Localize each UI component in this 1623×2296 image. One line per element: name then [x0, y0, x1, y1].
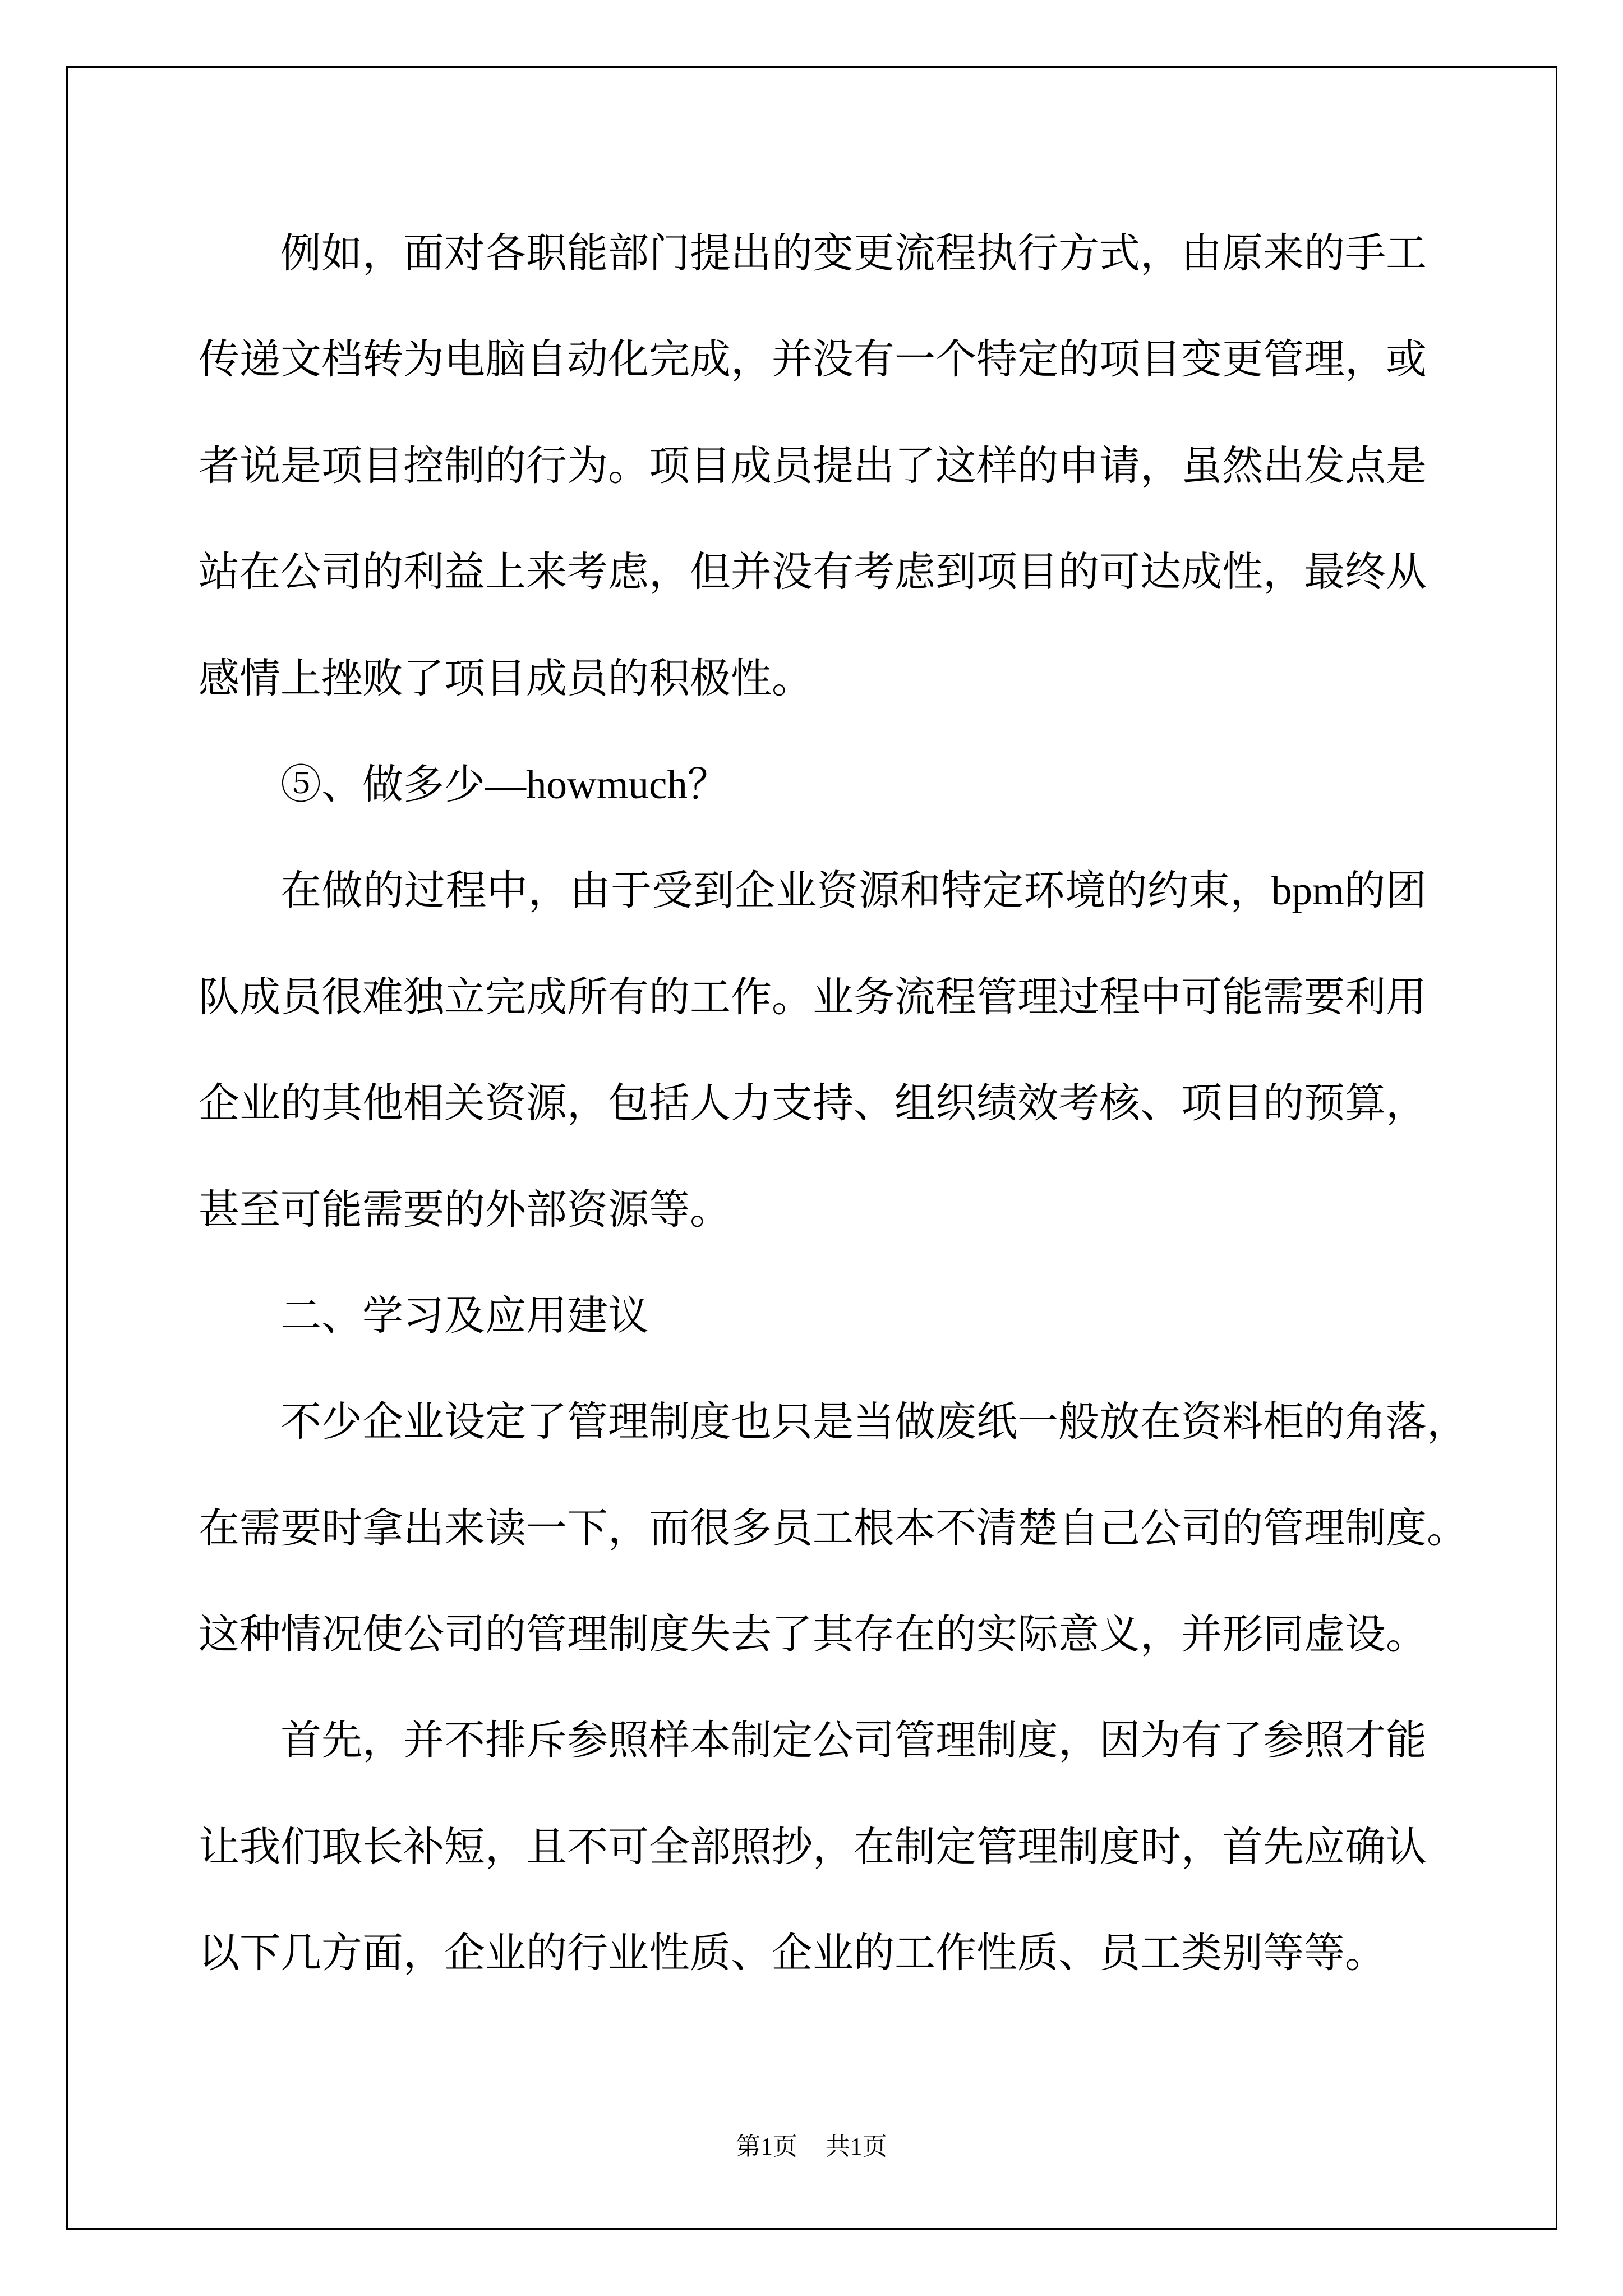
- text-line: 让我们取长补短，且不可全部照抄，在制定管理制度时，首先应确认: [199, 1824, 1427, 1870]
- text-line: 首先，并不排斥参照样本制定公司管理制度，因为有了参照才能: [280, 1718, 1427, 1764]
- text-line: 在做的过程中，由于受到企业资源和特定环境的约束，bpm的团: [280, 868, 1427, 914]
- paragraph: [199, 200, 1468, 731]
- paragraph: [199, 731, 1468, 838]
- section-heading: 二、学习及应用建议: [280, 1292, 649, 1338]
- text-line: 例如，面对各职能部门提出的变更流程执行方式，由原来的手工: [280, 231, 1427, 276]
- text-line: 企业的其他相关资源，包括人力支持、组织绩效考核、项目的预算，: [199, 1080, 1427, 1126]
- text-line: 传递文档转为电脑自动化完成，并没有一个特定的项目变更管理，或: [199, 337, 1427, 383]
- document-body: [199, 200, 1468, 2007]
- page-number-current: 第1页: [736, 2133, 797, 2160]
- paragraph: [199, 838, 1468, 1263]
- text-line: 在需要时拿出来读一下，而很多员工根本不清楚自己公司的管理制度。: [199, 1505, 1468, 1551]
- paragraph: [199, 1687, 1468, 2006]
- page-footer: [0, 2130, 1623, 2164]
- text-line: 站在公司的利益上来考虑，但并没有考虑到项目的可达成性，最终从: [199, 549, 1427, 595]
- text-line: 感情上挫败了项目成员的积极性。: [199, 655, 813, 701]
- page-number-total: 共1页: [826, 2133, 887, 2160]
- paragraph: [199, 1263, 1468, 1369]
- text-line: 以下几方面，企业的行业性质、企业的工作性质、员工类别等等。: [199, 1930, 1386, 1976]
- text-line: 甚至可能需要的外部资源等。: [199, 1186, 731, 1232]
- paragraph: [199, 1369, 1468, 1687]
- text-line: 队成员很难独立完成所有的工作。业务流程管理过程中可能需要利用: [199, 974, 1427, 1020]
- section-heading: ⑤、做多少—howmuch？: [280, 761, 728, 807]
- text-line: 不少企业设定了管理制度也只是当做废纸一般放在资料柜的角落，: [280, 1399, 1468, 1445]
- text-line: 者说是项目控制的行为。项目成员提出了这样的申请，虽然出发点是: [199, 443, 1427, 489]
- text-line: 这种情况使公司的管理制度失去了其存在的实际意义，并形同虚设。: [199, 1612, 1427, 1658]
